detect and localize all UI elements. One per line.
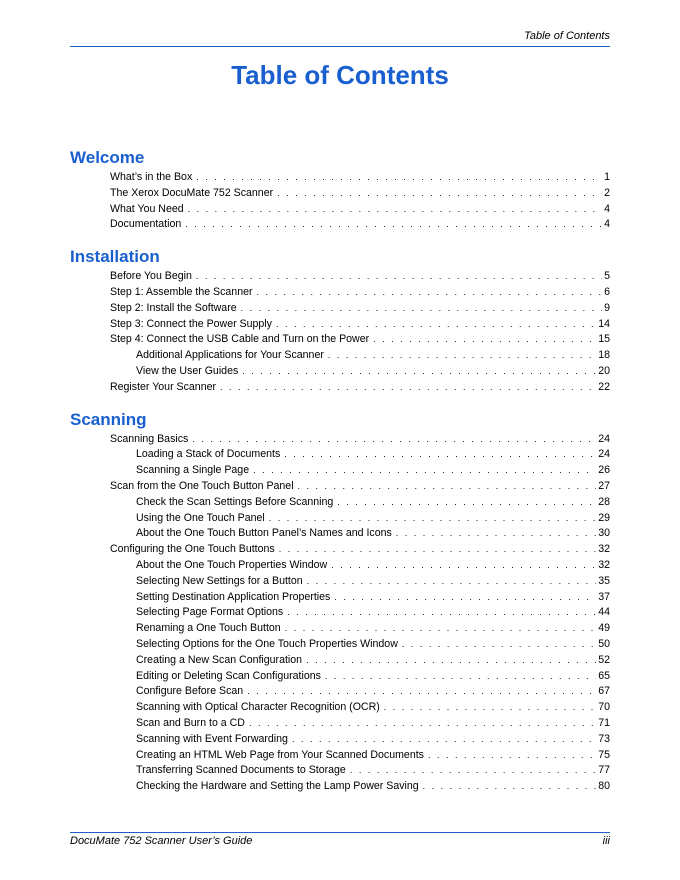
toc-entry-title[interactable]: Renaming a One Touch Button: [136, 622, 281, 635]
toc-entry[interactable]: [70, 432, 610, 448]
toc-entry-page-number[interactable]: 24: [598, 432, 610, 445]
toc-entry-title[interactable]: The Xerox DocuMate 752 Scanner: [110, 186, 274, 199]
toc-entry[interactable]: [70, 511, 610, 527]
toc-entry-title[interactable]: Scanning a Single Page: [136, 464, 250, 477]
toc-entry-title[interactable]: Creating a New Scan Configuration: [136, 653, 303, 666]
dot-leader: [253, 463, 596, 479]
toc-entry-title[interactable]: Documentation: [110, 218, 182, 231]
toc-section-welcome: [70, 147, 610, 233]
toc-entry-page-number[interactable]: 30: [598, 527, 610, 540]
section-heading[interactable]: Welcome: [70, 148, 145, 167]
toc-entry[interactable]: [70, 558, 610, 574]
dot-leader: [269, 511, 596, 527]
toc-entry[interactable]: [70, 495, 610, 511]
toc-entry[interactable]: [70, 574, 610, 590]
toc-entry-page-number[interactable]: 70: [598, 701, 610, 714]
toc-entry-title[interactable]: What’s in the Box: [110, 171, 193, 183]
dot-leader: [185, 217, 602, 233]
section-heading[interactable]: Scanning: [70, 409, 147, 429]
toc-entry[interactable]: [70, 621, 610, 637]
toc-entry-page-number[interactable]: 80: [598, 780, 610, 793]
toc-entry[interactable]: [70, 285, 610, 301]
toc-entry-page-number[interactable]: 6: [604, 285, 610, 298]
toc-entry-page-number[interactable]: 4: [604, 218, 610, 231]
footer-rule: [70, 832, 610, 833]
toc-entry[interactable]: [70, 364, 610, 380]
toc-entry-page-number[interactable]: 67: [598, 685, 610, 698]
toc-entry-page-number[interactable]: 24: [598, 448, 610, 461]
dot-leader: [287, 605, 596, 621]
toc-entry[interactable]: [70, 348, 610, 364]
dot-leader: [402, 637, 596, 653]
section-heading[interactable]: Installation: [70, 247, 160, 267]
table-of-contents: [70, 147, 610, 795]
dot-leader: [249, 716, 596, 732]
toc-entry-page-number[interactable]: 32: [598, 543, 610, 556]
dot-leader: [331, 558, 596, 574]
toc-entry-page-number[interactable]: 71: [598, 716, 610, 729]
toc-entry-title[interactable]: Scanning with Event Forwarding: [136, 732, 288, 745]
toc-entry-title[interactable]: Scanning Basics: [110, 432, 189, 445]
toc-entry-page-number[interactable]: 20: [598, 364, 610, 377]
toc-entry[interactable]: [70, 732, 610, 748]
toc-entry-page-number[interactable]: 35: [598, 574, 610, 587]
toc-entry-page-number[interactable]: 75: [598, 748, 610, 761]
dot-leader: [257, 285, 603, 301]
toc-entry[interactable]: [70, 301, 610, 317]
toc-entry-page-number[interactable]: 26: [598, 464, 610, 477]
dot-leader: [188, 202, 602, 218]
toc-entry-title[interactable]: Step 4: Connect the USB Cable and Turn on the Power: [110, 333, 370, 346]
toc-entry-title[interactable]: Step 2: Install the Software: [110, 301, 237, 314]
toc-entry-title[interactable]: Additional Applications for Your Scanner: [136, 349, 324, 362]
toc-entry-title[interactable]: Editing or Deleting Scan Configurations: [136, 669, 321, 682]
dot-leader: [277, 186, 602, 202]
toc-entry[interactable]: [70, 542, 610, 558]
toc-entry[interactable]: [70, 605, 610, 621]
toc-entry[interactable]: [70, 684, 610, 700]
dot-leader: [350, 763, 596, 779]
toc-entry[interactable]: [70, 779, 610, 795]
toc-entry-page-number[interactable]: 2: [604, 186, 610, 199]
dot-leader: [247, 684, 596, 700]
toc-entry[interactable]: [70, 186, 610, 202]
toc-entry-title[interactable]: About the One Touch Button Panel’s Names and Icons: [136, 527, 392, 540]
dot-leader: [298, 479, 597, 495]
dot-leader: [384, 700, 596, 716]
toc-entry-page-number[interactable]: 1: [604, 171, 610, 183]
toc-entry-page-number[interactable]: 9: [604, 301, 610, 314]
toc-entry-page-number[interactable]: 22: [598, 380, 610, 393]
dot-leader: [196, 170, 602, 186]
toc-entry-title[interactable]: Creating an HTML Web Page from Your Scanned Documents: [136, 748, 424, 761]
toc-entry-title[interactable]: Register Your Scanner: [110, 380, 217, 393]
toc-entry[interactable]: [70, 590, 610, 606]
toc-entry-title[interactable]: Using the One Touch Panel: [136, 511, 265, 524]
dot-leader: [241, 301, 602, 317]
toc-entry-page-number[interactable]: 50: [598, 637, 610, 650]
toc-entry-page-number[interactable]: 14: [598, 317, 610, 330]
toc-entry[interactable]: [70, 637, 610, 653]
dot-leader: [285, 621, 597, 637]
toc-entry-page-number[interactable]: 4: [604, 202, 610, 215]
toc-entry[interactable]: [70, 653, 610, 669]
toc-entry-page-number[interactable]: 27: [598, 479, 610, 492]
toc-entry-title[interactable]: Scanning with Optical Character Recognition (OCR): [136, 701, 380, 714]
toc-entry-title[interactable]: What You Need: [110, 202, 184, 215]
toc-entry-title[interactable]: Checking the Hardware and Setting the Lamp Power Saving: [136, 780, 419, 793]
toc-entry-title[interactable]: Selecting Page Format Options: [136, 606, 284, 619]
toc-entry-title[interactable]: Transferring Scanned Documents to Storage: [136, 764, 346, 777]
toc-entry[interactable]: [70, 269, 610, 285]
toc-entry[interactable]: [70, 217, 610, 233]
dot-leader: [306, 653, 596, 669]
toc-entry-title[interactable]: Configure Before Scan: [136, 685, 244, 698]
toc-entry[interactable]: [70, 479, 610, 495]
toc-entry-page-number[interactable]: 73: [598, 732, 610, 745]
dot-leader: [396, 526, 596, 542]
toc-entry[interactable]: [70, 317, 610, 333]
dot-leader: [220, 380, 596, 396]
toc-entry-title[interactable]: Selecting Options for the One Touch Properties Window: [136, 637, 398, 650]
toc-entry-title[interactable]: Check the Scan Settings Before Scanning: [136, 495, 334, 508]
toc-entry-title[interactable]: Step 1: Assemble the Scanner: [110, 285, 253, 298]
dot-leader: [292, 732, 596, 748]
toc-entry-title[interactable]: About the One Touch Properties Window: [136, 558, 328, 571]
page-title: Table of Contents: [231, 60, 449, 90]
dot-leader: [428, 748, 596, 764]
toc-entry-title[interactable]: Loading a Stack of Documents: [136, 448, 281, 461]
dot-leader: [196, 269, 602, 285]
toc-entry-page-number[interactable]: 32: [598, 558, 610, 571]
toc-entry-title[interactable]: View the User Guides: [136, 364, 239, 377]
dot-leader: [325, 669, 596, 685]
dot-leader: [373, 332, 596, 348]
dot-leader: [334, 590, 596, 606]
dot-leader: [279, 542, 596, 558]
toc-entry-title[interactable]: Scan from the One Touch Button Panel: [110, 479, 294, 492]
toc-entry-title[interactable]: Scan and Burn to a CD: [136, 716, 245, 729]
toc-entry-page-number[interactable]: 18: [598, 349, 610, 362]
toc-entry[interactable]: [70, 763, 610, 779]
dot-leader: [423, 779, 597, 795]
toc-entry-page-number[interactable]: 29: [598, 511, 610, 524]
toc-entry-title[interactable]: Step 3: Connect the Power Supply: [110, 317, 272, 330]
toc-entry-page-number[interactable]: 77: [598, 764, 610, 777]
toc-entry[interactable]: [70, 332, 610, 348]
footer-guide-title: DocuMate 752 Scanner User’s Guide: [70, 835, 253, 847]
dot-leader: [337, 495, 596, 511]
toc-entry-page-number[interactable]: 37: [598, 590, 610, 603]
toc-entry-title[interactable]: Configuring the One Touch Buttons: [110, 543, 275, 556]
dot-leader: [276, 317, 596, 333]
toc-section-scanning: [70, 409, 610, 795]
toc-entry[interactable]: [70, 700, 610, 716]
toc-entry-page-number[interactable]: 44: [598, 606, 610, 619]
dot-leader: [192, 432, 596, 448]
toc-entry-title[interactable]: Selecting New Settings for a Button: [136, 574, 303, 587]
dot-leader: [284, 447, 596, 463]
toc-entry[interactable]: [70, 202, 610, 218]
toc-entry-page-number[interactable]: 52: [598, 653, 610, 666]
toc-entry[interactable]: [70, 748, 610, 764]
footer-page-number: iii: [602, 835, 610, 847]
toc-entry-page-number[interactable]: 49: [598, 622, 610, 635]
toc-entry-title[interactable]: Setting Destination Application Properties: [136, 590, 331, 603]
toc-entry-page-number[interactable]: 28: [598, 495, 610, 508]
toc-entry-page-number[interactable]: 15: [598, 333, 610, 346]
toc-entry[interactable]: [70, 716, 610, 732]
running-header: Table of Contents: [524, 30, 610, 42]
toc-entry-title[interactable]: Before You Begin: [110, 270, 192, 283]
header-rule: [70, 46, 610, 47]
toc-entry-page-number[interactable]: 65: [598, 669, 610, 682]
toc-entry[interactable]: [70, 526, 610, 542]
toc-section-installation: [70, 246, 610, 395]
toc-entry[interactable]: [70, 463, 610, 479]
toc-entry[interactable]: [70, 380, 610, 396]
toc-entry[interactable]: [70, 447, 610, 463]
toc-entry-page-number[interactable]: 5: [604, 270, 610, 283]
dot-leader: [307, 574, 597, 590]
toc-entry[interactable]: [70, 170, 610, 186]
dot-leader: [242, 364, 596, 380]
dot-leader: [328, 348, 596, 364]
toc-entry[interactable]: [70, 669, 610, 685]
